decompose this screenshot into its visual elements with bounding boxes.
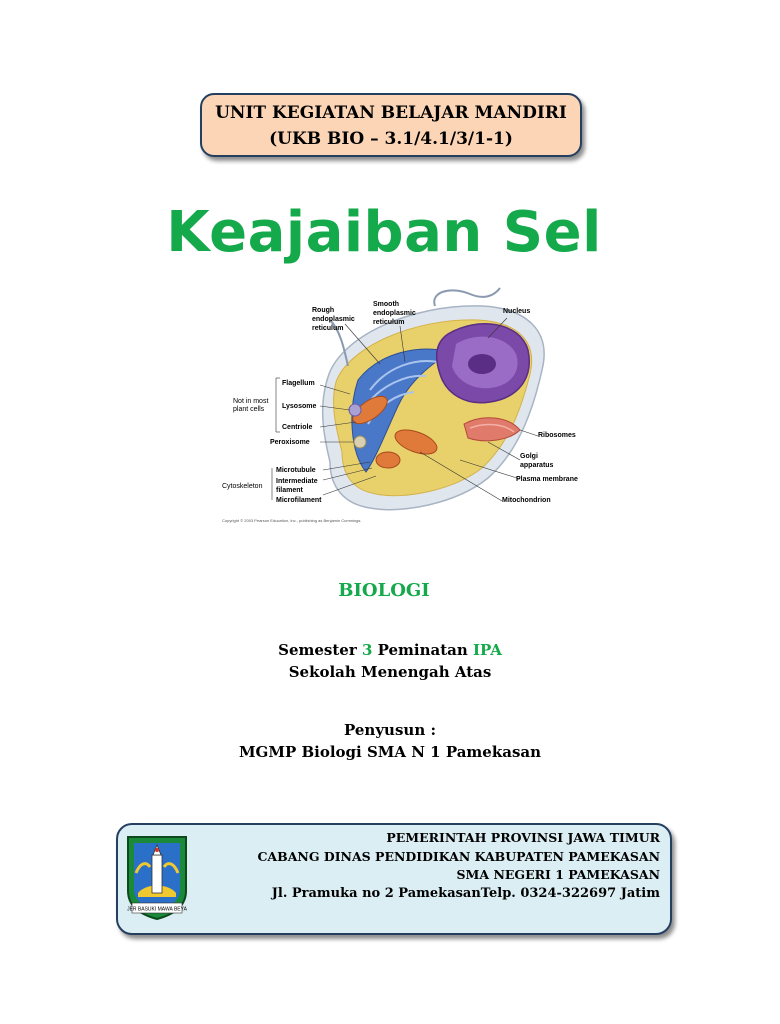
label-intermediate-2: filament	[276, 487, 303, 494]
footer-province: PEMERINTAH PROVINSI JAWA TIMUR	[386, 830, 660, 845]
logo-motto: JER BASUKI MAWA BEYA	[127, 906, 187, 913]
ukb-header-box	[200, 93, 582, 157]
institution-footer-box	[116, 823, 672, 935]
program-name: IPA	[473, 641, 502, 659]
page-title: Keajaiban Sel	[166, 200, 602, 265]
label-lysosome: Lysosome	[282, 403, 317, 410]
label-smooth-er-2: endoplasmic	[373, 310, 416, 317]
animal-cell-diagram	[220, 282, 578, 528]
jawa-timur-emblem-logo	[124, 833, 190, 921]
label-mitochondrion: Mitochondrion	[502, 497, 551, 504]
author-label: Penyusun :	[344, 721, 436, 739]
label-rough-er-1: Rough	[312, 307, 335, 314]
label-plasma-membrane: Plasma membrane	[516, 476, 578, 483]
footer-address: Jl. Pramuka no 2 PamekasanTelp. 0324-322697 Jatim	[271, 885, 660, 901]
label-not-in-most-1: Not in most	[233, 398, 269, 405]
label-microfilament: Microfilament	[276, 497, 322, 504]
label-rough-er-2: endoplasmic	[312, 316, 355, 323]
footer-school-name: SMA NEGERI 1 PAMEKASAN	[456, 867, 660, 882]
school-level: Sekolah Menengah Atas	[288, 663, 492, 681]
label-not-in-most-2: plant cells	[233, 406, 265, 413]
semester-line: Semester 3 Peminatan IPA	[278, 641, 502, 659]
institution-details	[257, 829, 660, 903]
footer-education-office: CABANG DINAS PENDIDIKAN KABUPATEN PAMEKASAN	[257, 848, 660, 864]
ukb-code: (UKB BIO – 3.1/4.1/3/1-1)	[269, 129, 513, 149]
label-peroxisome: Peroxisome	[270, 439, 310, 446]
label-flagellum: Flagellum	[282, 380, 315, 387]
subject-heading: BIOLOGI	[338, 580, 430, 601]
label-cytoskeleton: Cytoskeleton	[222, 483, 263, 490]
label-centriole: Centriole	[282, 424, 313, 431]
label-smooth-er-3: reticulum	[373, 319, 405, 326]
ukb-title: UNIT KEGIATAN BELAJAR MANDIRI	[215, 103, 567, 123]
label-golgi-2: apparatus	[520, 462, 554, 469]
figure-copyright: Copyright © 2003 Pearson Education, Inc., publishing as Benjamin Cummings.	[222, 518, 362, 523]
label-rough-er-3: reticulum	[312, 325, 344, 332]
label-nucleus: Nucleus	[503, 308, 531, 315]
label-golgi-1: Golgi	[520, 453, 538, 460]
label-microtubule: Microtubule	[276, 467, 316, 474]
author-name: MGMP Biologi SMA N 1 Pamekasan	[238, 743, 542, 761]
label-smooth-er-1: Smooth	[373, 301, 400, 308]
semester-number: 3	[361, 641, 373, 659]
label-ribosomes: Ribosomes	[538, 432, 576, 439]
label-intermediate-1: Intermediate	[276, 478, 318, 485]
